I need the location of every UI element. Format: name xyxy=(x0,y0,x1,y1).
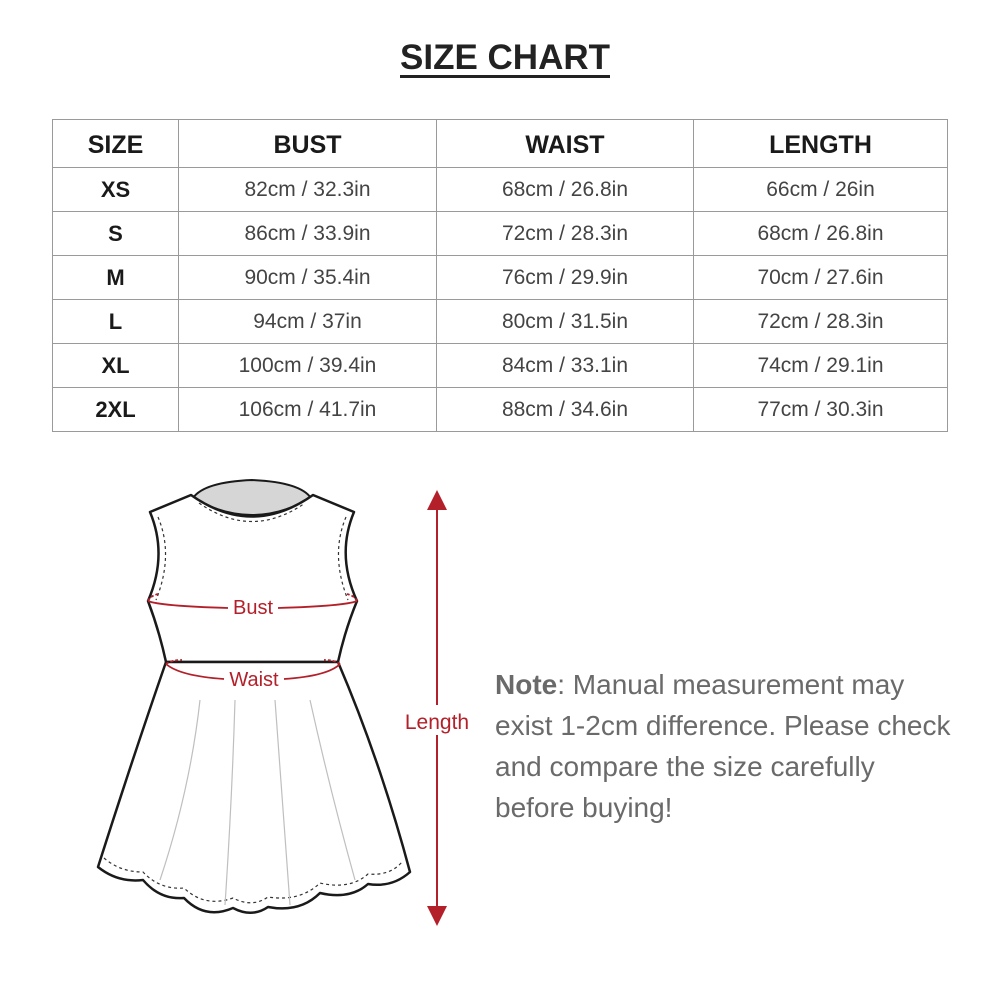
dress-outline xyxy=(98,480,410,913)
length-label: Length xyxy=(404,711,470,734)
table-row xyxy=(53,344,948,388)
bust-cell: 86cm / 33.9in xyxy=(179,212,437,256)
waist-cell: 88cm / 34.6in xyxy=(437,388,694,432)
table-row xyxy=(53,256,948,300)
header-length: LENGTH xyxy=(694,120,948,168)
waist-cell: 76cm / 29.9in xyxy=(437,256,694,300)
size-cell: XS xyxy=(53,168,179,212)
header-bust: BUST xyxy=(179,120,437,168)
bust-label: Bust xyxy=(232,597,274,619)
bust-cell: 100cm / 39.4in xyxy=(179,344,437,388)
waist-label: Waist xyxy=(229,669,279,691)
bust-cell: 82cm / 32.3in xyxy=(179,168,437,212)
header-waist: WAIST xyxy=(437,120,694,168)
length-cell: 66cm / 26in xyxy=(694,168,948,212)
size-cell: 2XL xyxy=(53,388,179,432)
waist-cell: 68cm / 26.8in xyxy=(437,168,694,212)
length-cell: 70cm / 27.6in xyxy=(694,256,948,300)
title-text: SIZE CHART xyxy=(400,38,610,77)
bust-cell: 94cm / 37in xyxy=(179,300,437,344)
note-label: Note xyxy=(495,669,558,700)
waist-cell: 80cm / 31.5in xyxy=(437,300,694,344)
dress-diagram xyxy=(0,470,480,940)
bust-cell: 90cm / 35.4in xyxy=(179,256,437,300)
table-header-row xyxy=(53,120,948,168)
header-size: SIZE xyxy=(53,120,179,168)
size-table xyxy=(52,119,948,432)
table-row xyxy=(53,168,948,212)
size-cell: M xyxy=(53,256,179,300)
size-cell: S xyxy=(53,212,179,256)
waist-cell: 84cm / 33.1in xyxy=(437,344,694,388)
size-cell: L xyxy=(53,300,179,344)
size-cell: XL xyxy=(53,344,179,388)
table-row xyxy=(53,388,948,432)
length-cell: 72cm / 28.3in xyxy=(694,300,948,344)
note-body: : Manual measurement may exist 1-2cm difference. Please check and compare the size carefully before buying! xyxy=(495,669,951,823)
length-cell: 74cm / 29.1in xyxy=(694,344,948,388)
length-cell: 68cm / 26.8in xyxy=(694,212,948,256)
length-cell: 77cm / 30.3in xyxy=(694,388,948,432)
waist-cell: 72cm / 28.3in xyxy=(437,212,694,256)
bust-cell: 106cm / 41.7in xyxy=(179,388,437,432)
table-row xyxy=(53,300,948,344)
note-text xyxy=(495,664,955,828)
size-chart-title xyxy=(0,38,1000,78)
table-row xyxy=(53,212,948,256)
